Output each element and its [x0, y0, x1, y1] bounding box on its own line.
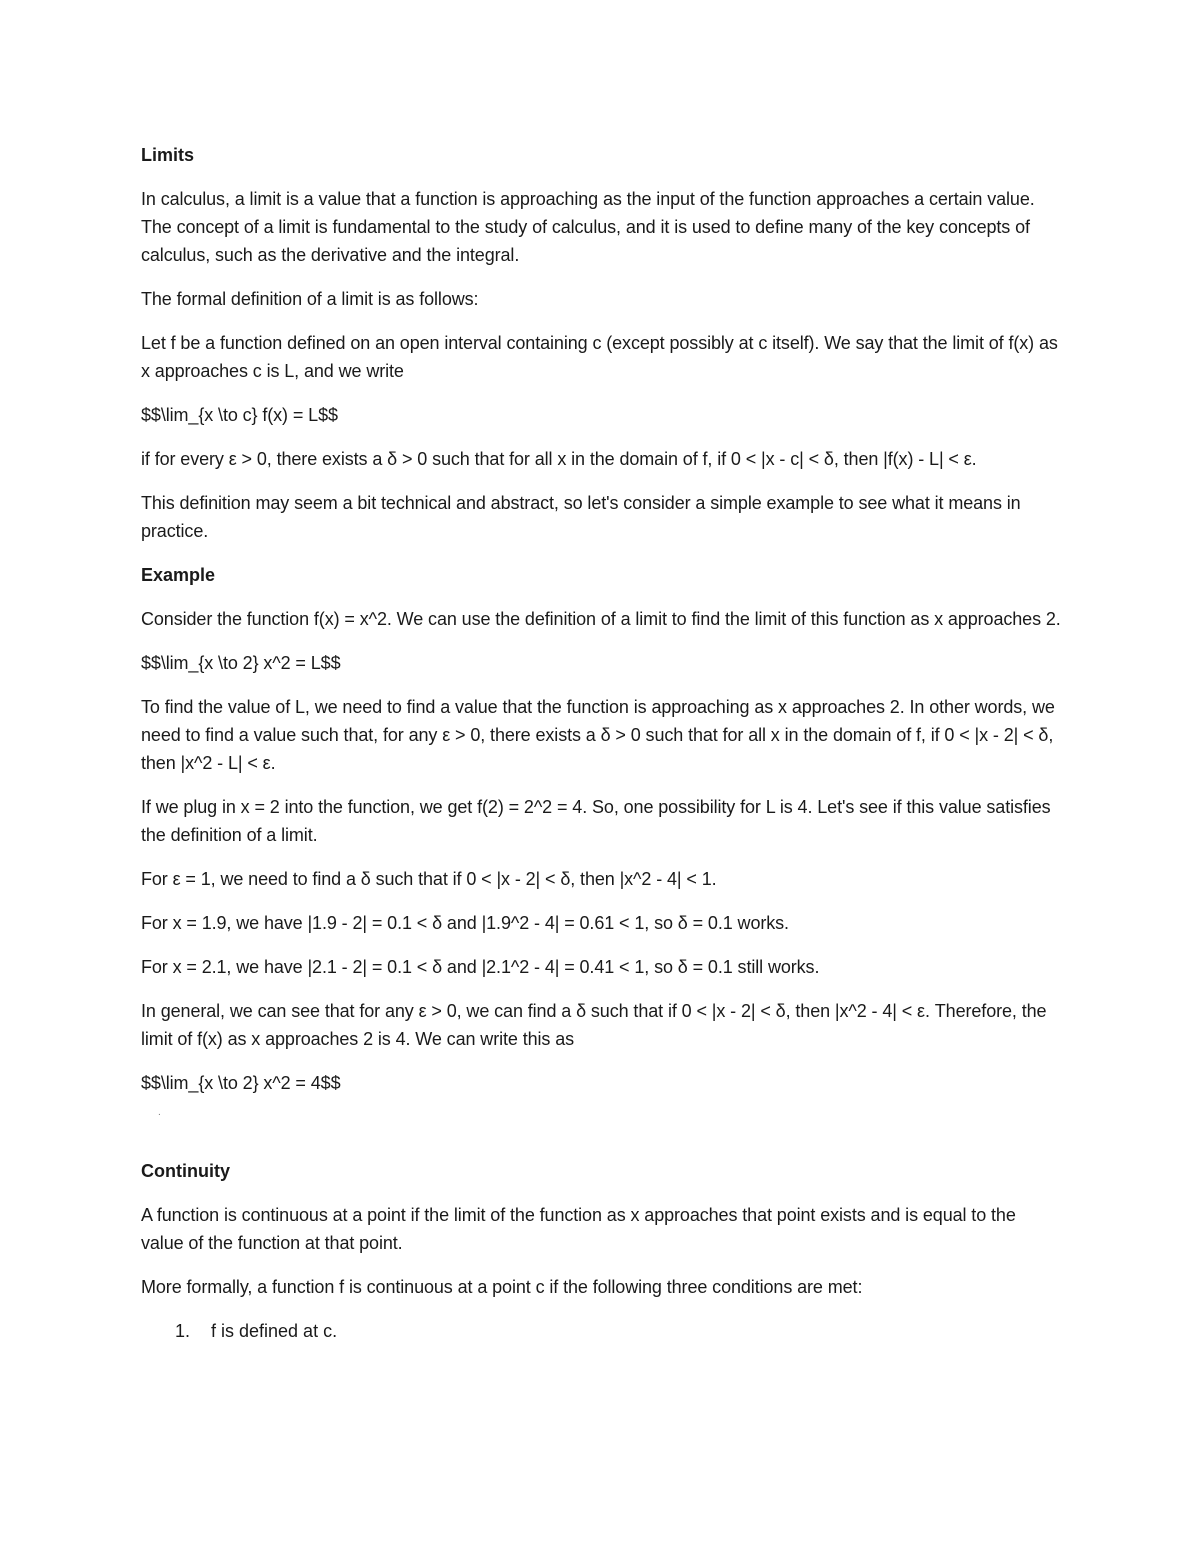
paragraph-general: In general, we can see that for any ε > 0, we can find a δ such that if 0 < |x - 2| < δ, then |x^2 - 4| < ε. Therefore, the limit of f(x) as x approaches 2 is 4. We can write this as [141, 1001, 1047, 1049]
paragraph-find-L: To find the value of L, we need to find a value that the function is approaching as x approaches 2. In other words, we need to find a value such that, for any ε > 0, there exists a δ > 0 such that for all x in the domain of f, if 0 < |x - 2| < δ, then |x^2 - L| < ε. [141, 697, 1055, 773]
paragraph-formal-definition-intro: The formal definition of a limit is as follows: [141, 289, 479, 309]
continuity-heading: Continuity [141, 1161, 230, 1181]
formula-limit-c: $$\lim_{x \to c} f(x) = L$$ [141, 405, 338, 425]
stray-mark: . [158, 1107, 161, 1118]
list-item [141, 1317, 1061, 1345]
paragraph-x-1-9: For x = 1.9, we have |1.9 - 2| = 0.1 < δ and |1.9^2 - 4| = 0.61 < 1, so δ = 0.1 works. [141, 913, 789, 933]
paragraph-limit-intro: In calculus, a limit is a value that a function is approaching as the input of the function approaches a certain value. The concept of a limit is fundamental to the study of calculus, and it is used to define many of the key concepts of calculus, such as the derivative and the integral. [141, 189, 1035, 265]
formula-limit-2-4: $$\lim_{x \to 2} x^2 = 4$$ [141, 1073, 341, 1093]
paragraph-epsilon-delta: if for every ε > 0, there exists a δ > 0 such that for all x in the domain of f, if 0 < |x - c| < δ, then |f(x) - L| < ε. [141, 449, 977, 469]
document-page [141, 141, 1061, 1345]
paragraph-technical-note: This definition may seem a bit technical and abstract, so let's consider a simple example to see what it means in practice. [141, 493, 1021, 541]
paragraph-definition-let: Let f be a function defined on an open interval containing c (except possibly at c itself). We say that the limit of f(x) as x approaches c is L, and we write [141, 333, 1058, 381]
example-heading: Example [141, 565, 216, 585]
paragraph-example-function: Consider the function f(x) = x^2. We can use the definition of a limit to find the limit of this function as x approaches 2. [141, 609, 1061, 629]
limits-heading: Limits [141, 145, 195, 165]
formula-limit-2-L: $$\lim_{x \to 2} x^2 = L$$ [141, 653, 341, 673]
conditions-list [141, 1317, 1061, 1345]
paragraph-plug-in: If we plug in x = 2 into the function, we get f(2) = 2^2 = 4. So, one possibility for L is 4. Let's see if this value satisfies the definition of a limit. [141, 797, 1051, 845]
list-item-number: 1. [175, 1321, 191, 1341]
list-item-text: f is defined at c. [211, 1321, 338, 1341]
paragraph-continuity-formal: More formally, a function f is continuous at a point c if the following three conditions are met: [141, 1277, 863, 1297]
paragraph-continuity-def: A function is continuous at a point if the limit of the function as x approaches that point exists and is equal to the value of the function at that point. [141, 1205, 1016, 1253]
paragraph-x-2-1: For x = 2.1, we have |2.1 - 2| = 0.1 < δ and |2.1^2 - 4| = 0.41 < 1, so δ = 0.1 still works. [141, 957, 820, 977]
paragraph-epsilon-1: For ε = 1, we need to find a δ such that if 0 < |x - 2| < δ, then |x^2 - 4| < 1. [141, 869, 717, 889]
